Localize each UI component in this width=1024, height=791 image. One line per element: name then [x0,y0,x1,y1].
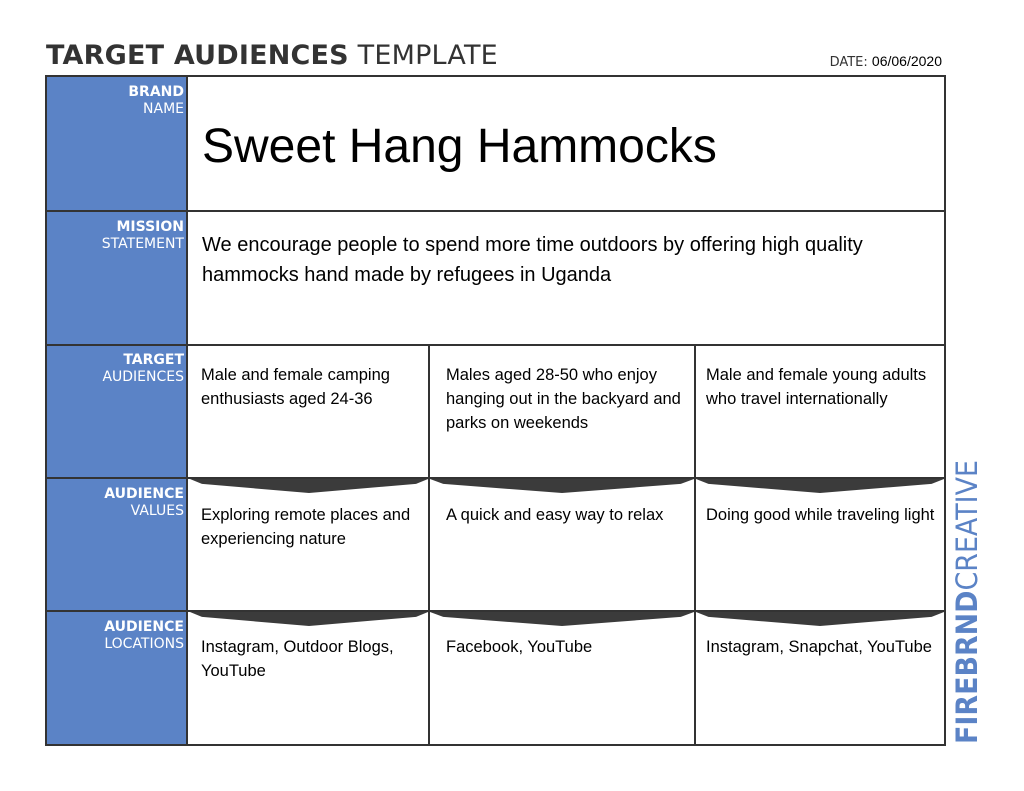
row-divider [47,610,944,612]
audience-location-cell: Instagram, Snapchat, YouTube [706,638,932,656]
chevron-down-icon [430,479,694,493]
audience-location-cell: Instagram, Outdoor Blogs, YouTube [201,638,394,680]
label-line-1: MISSION [116,219,184,235]
svg-text:FIREBRNDCREATIVE [950,449,984,744]
logo-bold: FIREBRND [950,578,984,744]
date-label: DATE: [829,55,868,70]
firebrnd-creative-logo [950,449,984,744]
date-field [830,53,942,70]
label-line-1: BRAND [128,84,184,100]
audience-value-cell: Exploring remote places and experiencing nature [201,506,411,548]
chevron-down-icon [430,612,694,626]
mission-statement-value: We encourage people to spend more time outdoors by offering high quality hammocks hand made by refugees in Uganda [202,234,863,286]
row-divider [47,344,944,346]
label-audience-values [47,486,184,520]
column-divider [694,344,696,746]
title-bold: TARGET AUDIENCES [46,40,349,71]
template-sheet [45,75,946,746]
target-audience-cell: Male and female young adults who travel internationally [706,366,927,408]
label-audience-locations [47,619,184,653]
brand-name-value: Sweet Hang Hammocks [202,120,717,173]
audience-value-cell: A quick and easy way to relax [446,506,664,524]
label-brand-name [47,84,184,118]
label-line-2: LOCATIONS [104,636,184,652]
audience-value-cell: Doing good while traveling light [706,506,935,524]
chevron-down-icon [696,479,944,493]
label-line-2: STATEMENT [101,236,184,252]
target-audience-cell: Male and female camping enthusiasts aged 24-36 [201,366,390,408]
chevron-down-icon [190,479,428,493]
audience-location-cell: Facebook, YouTube [446,638,593,656]
chevron-down-icon [696,612,944,626]
label-target-audiences [47,352,184,386]
date-value: 06/06/2020 [871,53,942,69]
label-line-1: AUDIENCE [104,619,184,635]
label-mission-statement [47,219,184,253]
label-line-2: NAME [143,101,184,117]
title-light: TEMPLATE [357,40,498,71]
label-line-1: TARGET [123,352,184,368]
target-audience-cell: Males aged 28-50 who enjoy hanging out in the backyard and parks on weekends [446,366,681,432]
label-line-2: VALUES [130,503,184,519]
label-line-1: AUDIENCE [104,486,184,502]
chevron-down-icon [190,612,428,626]
page-title [46,40,498,71]
row-divider [47,477,944,479]
column-divider [428,344,430,746]
logo-light: CREATIVE [950,449,984,591]
row-divider [47,210,944,212]
label-line-2: AUDIENCES [102,369,184,385]
